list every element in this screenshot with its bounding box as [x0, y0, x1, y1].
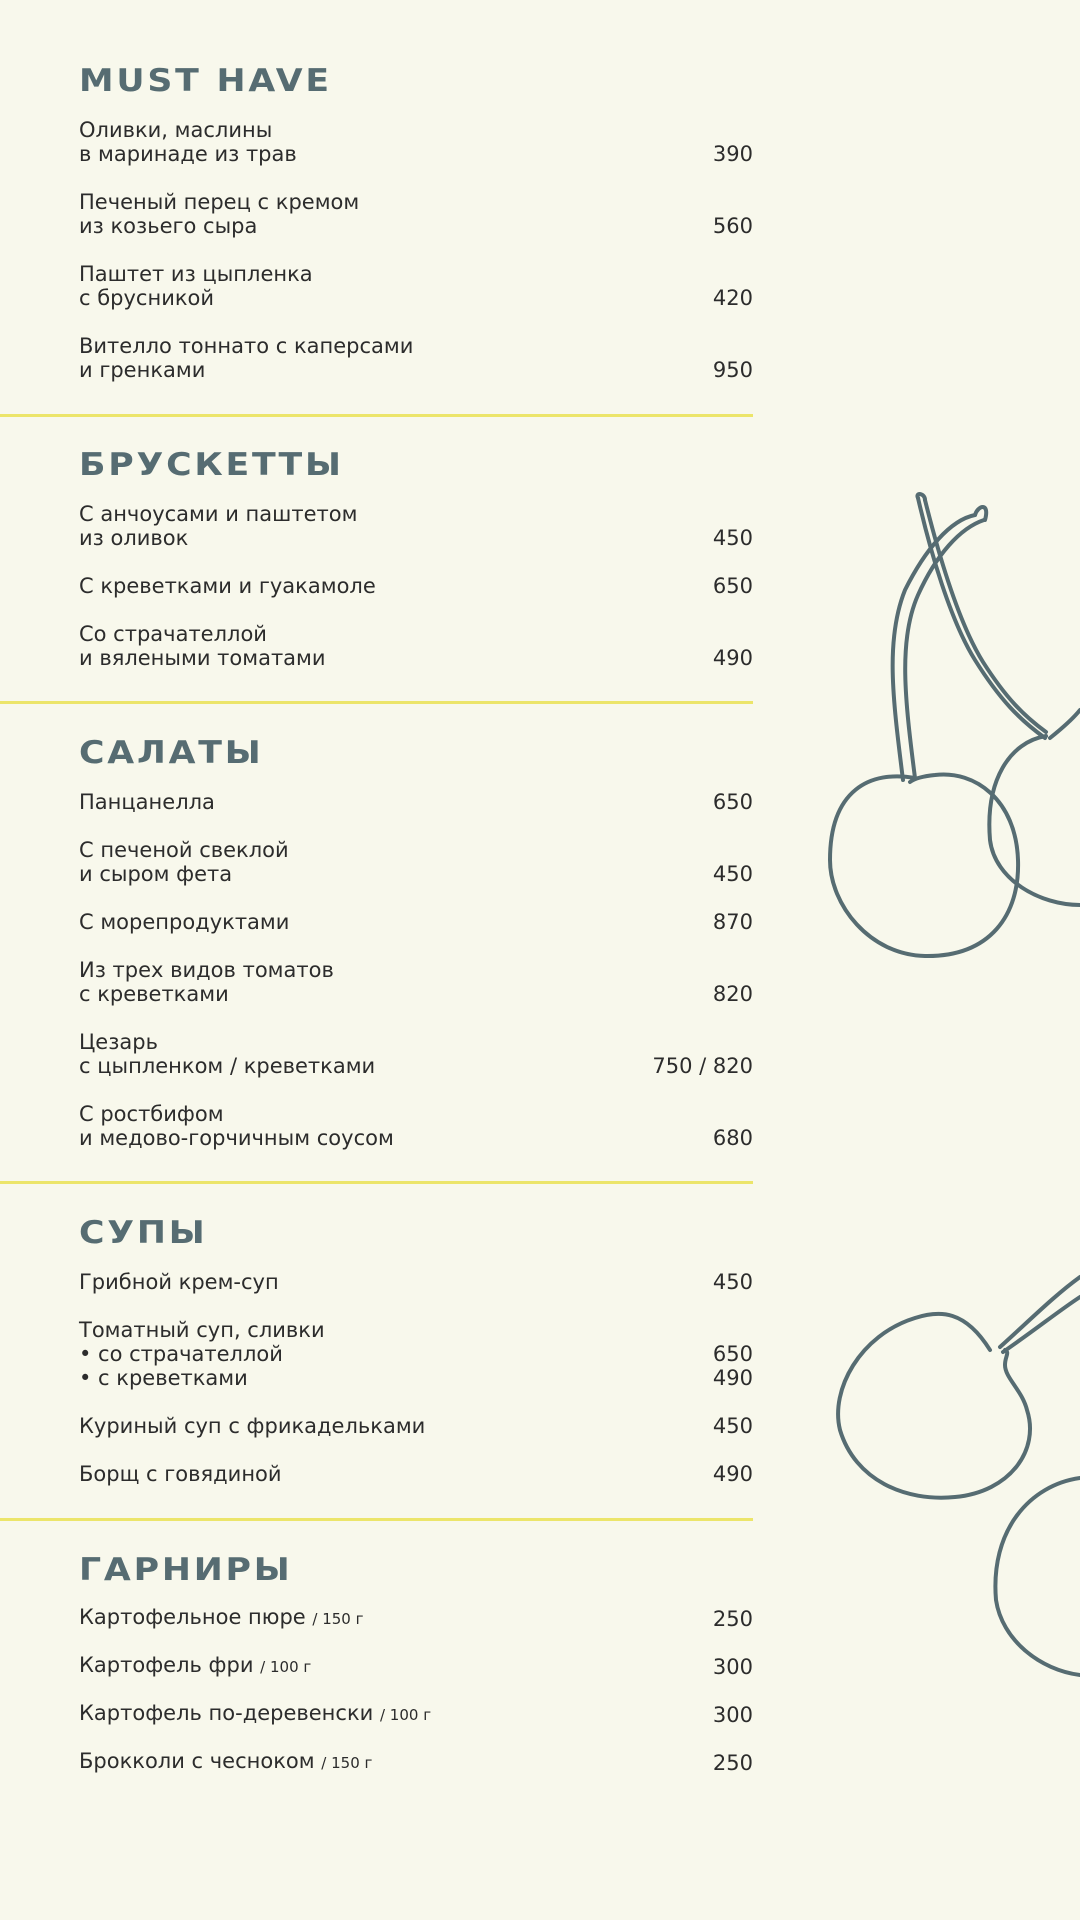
section-title: ГАРНИРЫ	[79, 1552, 293, 1588]
menu-item	[79, 838, 753, 886]
item-name: С печеной свеклой и сыром фета	[79, 838, 289, 886]
section-title: СУПЫ	[79, 1215, 208, 1251]
item-name: Борщ с говядиной	[79, 1462, 282, 1486]
menu-item	[79, 1318, 753, 1390]
item-name: Вителло тоннато с каперсами и гренками	[79, 334, 414, 382]
menu-item	[79, 334, 753, 382]
menu-item	[79, 1102, 753, 1150]
menu-item	[79, 958, 753, 1006]
item-name: Из трех видов томатов с креветками	[79, 958, 334, 1006]
item-name: Брокколи с чесноком	[79, 1749, 322, 1773]
menu-item	[79, 1030, 753, 1078]
section-divider	[0, 701, 753, 704]
item-price: 390	[712, 142, 753, 166]
item-price: 680	[712, 1126, 753, 1150]
item-name: Печеный перец с кремом из козьего сыра	[79, 190, 360, 238]
menu-item	[79, 574, 753, 598]
menu-item	[79, 190, 753, 238]
item-price: 490	[712, 1462, 753, 1486]
item-name: С креветками и гуакамоле	[79, 574, 376, 598]
menu-item	[79, 910, 753, 934]
item-name: Картофель по-деревенски	[79, 1701, 380, 1725]
menu-item	[79, 262, 753, 310]
item-name: Томатный суп, сливки • со страчателлой • с креветками	[79, 1318, 325, 1390]
item-name: С ростбифом и медово-горчичным соусом	[79, 1102, 394, 1150]
item-price: 490	[712, 646, 753, 670]
menu-item	[79, 790, 753, 814]
item-name: Куриный суп с фрикадельками	[79, 1414, 426, 1438]
item-weight: / 150 г	[312, 1610, 364, 1628]
item-price: 300	[712, 1655, 753, 1679]
item-price: 650 490	[712, 1342, 753, 1390]
item-name: Со страчателлой и вялеными томатами	[79, 622, 326, 670]
item-price: 950	[712, 358, 753, 382]
item-name: Паштет из цыпленка с брусникой	[79, 262, 313, 310]
item-name: Цезарь с цыпленком / креветками	[79, 1030, 376, 1078]
item-name: Картофель фри	[79, 1653, 254, 1677]
item-name: Панцанелла	[79, 790, 215, 814]
item-price: 450	[712, 862, 753, 886]
item-price: 820	[712, 982, 753, 1006]
item-price: 870	[712, 910, 753, 934]
section-title: MUST HAVE	[79, 63, 332, 99]
item-weight: / 150 г	[321, 1754, 373, 1772]
menu-item	[79, 1653, 753, 1679]
item-price: 560	[712, 214, 753, 238]
menu-item	[79, 1749, 753, 1775]
item-price: 250	[712, 1607, 753, 1631]
menu-item	[79, 118, 753, 166]
item-price: 650	[712, 574, 753, 598]
item-name: Картофельное пюре	[79, 1605, 306, 1629]
item-weight: / 100 г	[379, 1706, 432, 1724]
section-divider	[0, 1181, 753, 1184]
menu-item	[79, 1605, 753, 1631]
section-title: БРУСКЕТТЫ	[79, 447, 344, 483]
menu-item	[79, 502, 753, 550]
item-price: 420	[712, 286, 753, 310]
item-price: 450	[712, 526, 753, 550]
item-price: 450	[712, 1414, 753, 1438]
section-divider	[0, 414, 753, 417]
item-name: С морепродуктами	[79, 910, 290, 934]
item-price: 650	[712, 790, 753, 814]
menu-item	[79, 1414, 753, 1438]
item-price: 300	[712, 1703, 753, 1727]
menu-item	[79, 1701, 753, 1727]
item-price: 450	[712, 1270, 753, 1294]
item-price: 750 / 820	[652, 1054, 753, 1078]
section-divider	[0, 1518, 753, 1521]
item-weight: / 100 г	[260, 1658, 312, 1676]
item-name: Оливки, маслины в маринаде из трав	[79, 118, 297, 166]
section-title: САЛАТЫ	[79, 735, 264, 771]
item-price: 250	[712, 1751, 753, 1775]
menu-item	[79, 1270, 753, 1294]
item-name: С анчоусами и паштетом из оливок	[79, 502, 358, 550]
menu-item	[79, 622, 753, 670]
item-name: Грибной крем-суп	[79, 1270, 279, 1294]
menu-item	[79, 1462, 753, 1486]
